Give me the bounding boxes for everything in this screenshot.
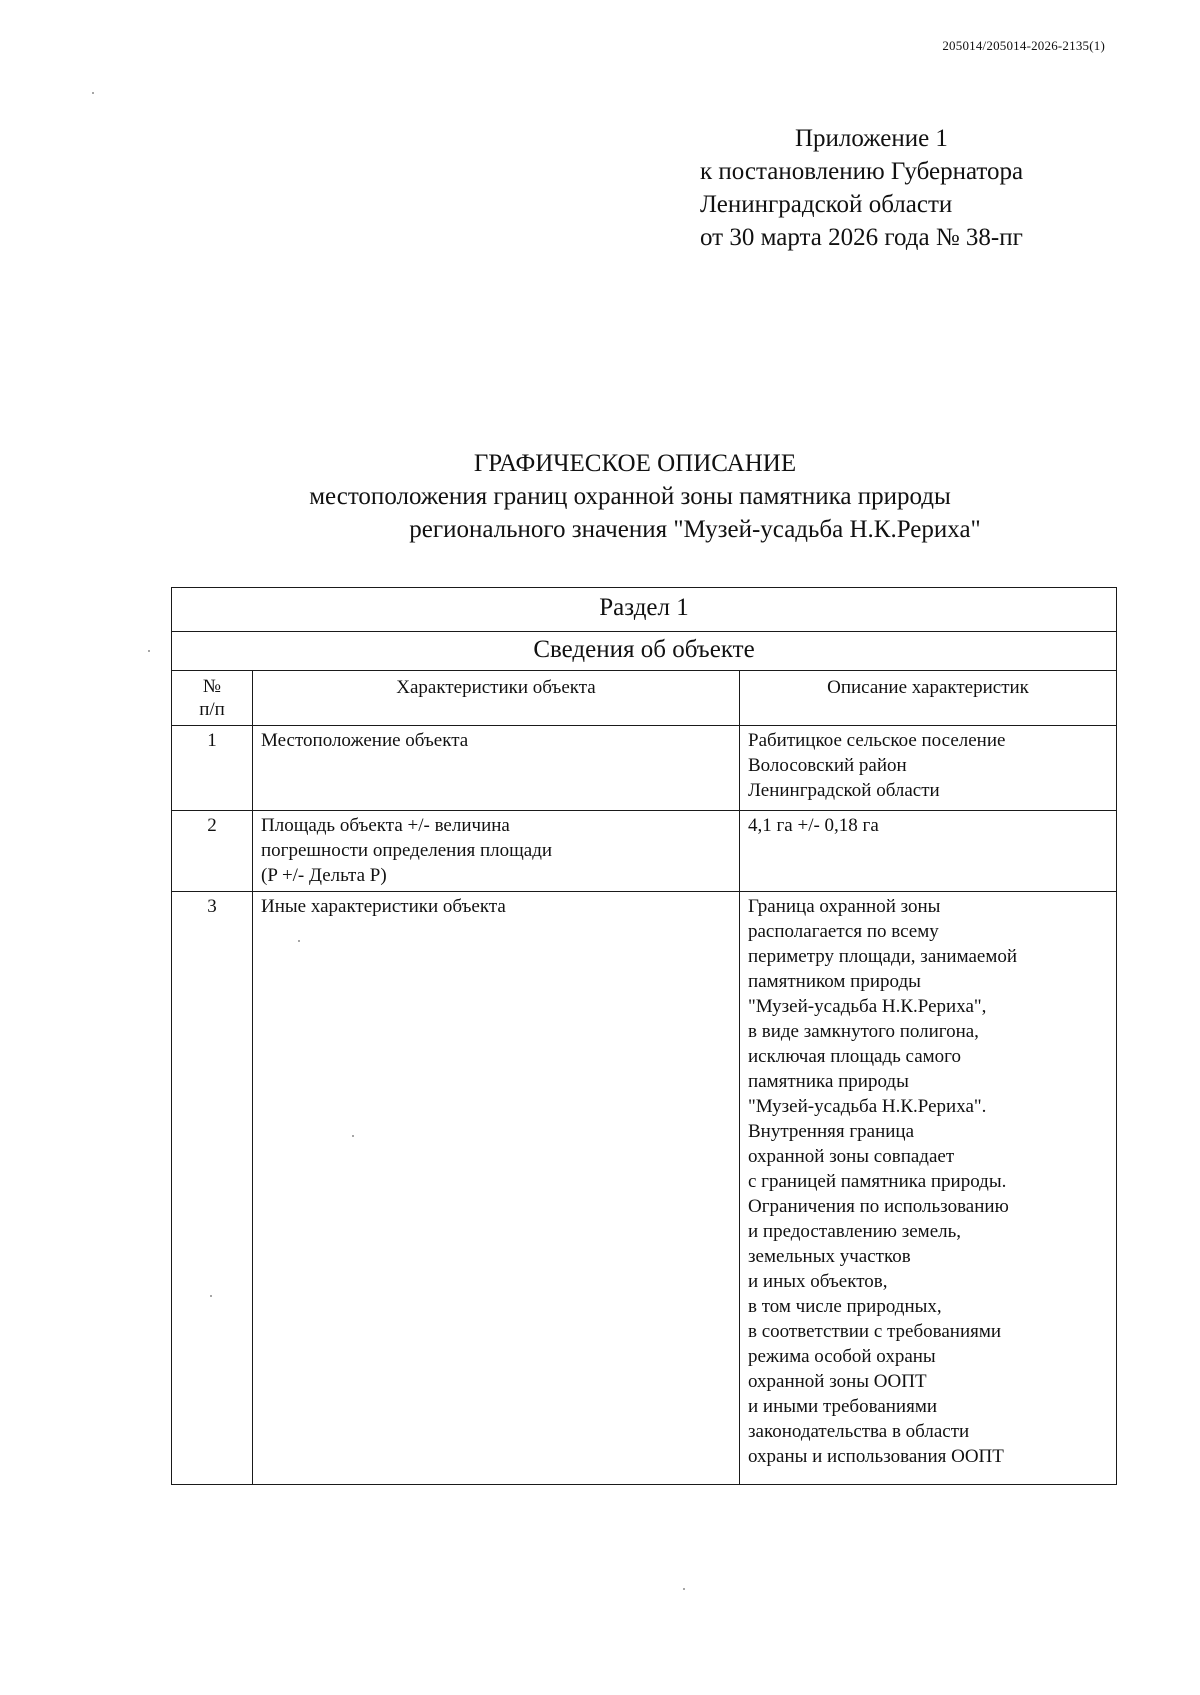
row-description — [740, 726, 1117, 811]
scan-speck — [298, 940, 300, 942]
header-number-symbol: № — [202, 676, 222, 697]
description-line: в виде замкнутого полигона, — [748, 1021, 979, 1042]
row-description — [740, 811, 1117, 892]
appendix-region-line: Ленинградской области — [700, 191, 953, 218]
title-line-1: местоположения границ охранной зоны памятника природы — [309, 483, 951, 510]
description-line: охранной зоны совпадает — [748, 1146, 955, 1167]
description-line: Внутренняя граница — [748, 1121, 915, 1142]
description-line: в соответствии с требованиями — [748, 1321, 1002, 1342]
title-line-2: регионального значения "Музей-усадьба Н.К.Рериха" — [409, 516, 981, 543]
table-row — [172, 892, 1117, 1485]
row-number: 3 — [172, 892, 253, 1485]
appendix-date-line: от 30 марта 2026 года № 38-пг — [700, 224, 1023, 251]
description-line: Ленинградской области — [748, 780, 940, 801]
description-line: располагается по всему — [748, 921, 939, 942]
description-line: земельных участков — [748, 1246, 911, 1267]
description-line: Ограничения по использованию — [748, 1196, 1009, 1217]
description-line: и иных объектов, — [748, 1271, 888, 1292]
description-line: Волосовский район — [748, 755, 907, 776]
characteristic-line: Иные характеристики объекта — [261, 896, 506, 917]
row-number: 1 — [172, 726, 253, 811]
characteristic-line: (P +/- Дельта P) — [261, 865, 387, 886]
characteristic-line: Площадь объекта +/- величина — [261, 815, 510, 836]
header-description: Описание характеристик — [740, 671, 1117, 726]
section-row — [172, 588, 1117, 632]
object-info-table — [171, 587, 1117, 1485]
appendix-decree-line: к постановлению Губернатора — [700, 158, 1024, 185]
description-line: периметру площади, занимаемой — [748, 946, 1018, 967]
description-line: с границей памятника природы. — [748, 1171, 1007, 1192]
description-line: в том числе природных, — [748, 1296, 942, 1317]
appendix-label: Приложение 1 — [795, 125, 948, 152]
description-line: охраны и использования ООПТ — [748, 1446, 1004, 1467]
description-line: и иными требованиями — [748, 1396, 938, 1417]
description-line: "Музей-усадьба Н.К.Рериха", — [748, 996, 987, 1017]
description-line: 4,1 га +/- 0,18 га — [748, 815, 879, 836]
scan-speck — [148, 650, 150, 652]
section-subtitle-row — [172, 632, 1117, 671]
characteristic-line: погрешности определения площади — [261, 840, 553, 861]
description-line: и предоставлению земель, — [748, 1221, 962, 1242]
row-description — [740, 892, 1117, 1485]
scan-speck — [210, 1295, 212, 1297]
section-subtitle: Сведения об объекте — [172, 632, 1117, 671]
description-line: законодательства в области — [748, 1421, 970, 1442]
row-characteristic — [253, 811, 740, 892]
title-heading: ГРАФИЧЕСКОЕ ОПИСАНИЕ — [473, 450, 797, 477]
table-row — [172, 726, 1117, 811]
table-row — [172, 811, 1117, 892]
characteristic-line: Местоположение объекта — [261, 730, 469, 751]
description-line: исключая площадь самого — [748, 1046, 961, 1067]
header-number-abbr: п/п — [199, 699, 225, 720]
row-number: 2 — [172, 811, 253, 892]
scan-speck — [683, 1588, 685, 1590]
description-line: памятником природы — [748, 971, 921, 992]
scan-speck — [92, 92, 94, 94]
description-line: режима особой охраны — [748, 1346, 936, 1367]
description-line: Граница охранной зоны — [748, 896, 941, 917]
description-line: Рабитицкое сельское поселение — [748, 730, 1006, 751]
description-line: "Музей-усадьба Н.К.Рериха". — [748, 1096, 987, 1117]
scan-speck — [352, 1135, 354, 1137]
description-line: охранной зоны ООПТ — [748, 1371, 927, 1392]
table-header-row — [172, 671, 1117, 726]
description-line: памятника природы — [748, 1071, 909, 1092]
row-characteristic — [253, 726, 740, 811]
document-id: 205014/205014-2026-2135(1) — [942, 38, 1105, 53]
appendix-header — [700, 122, 1120, 254]
header-characteristics: Характеристики объекта — [253, 671, 740, 726]
row-characteristic — [253, 892, 740, 1485]
section-label: Раздел 1 — [172, 588, 1117, 632]
document-title — [160, 447, 1120, 546]
header-number — [172, 671, 253, 726]
